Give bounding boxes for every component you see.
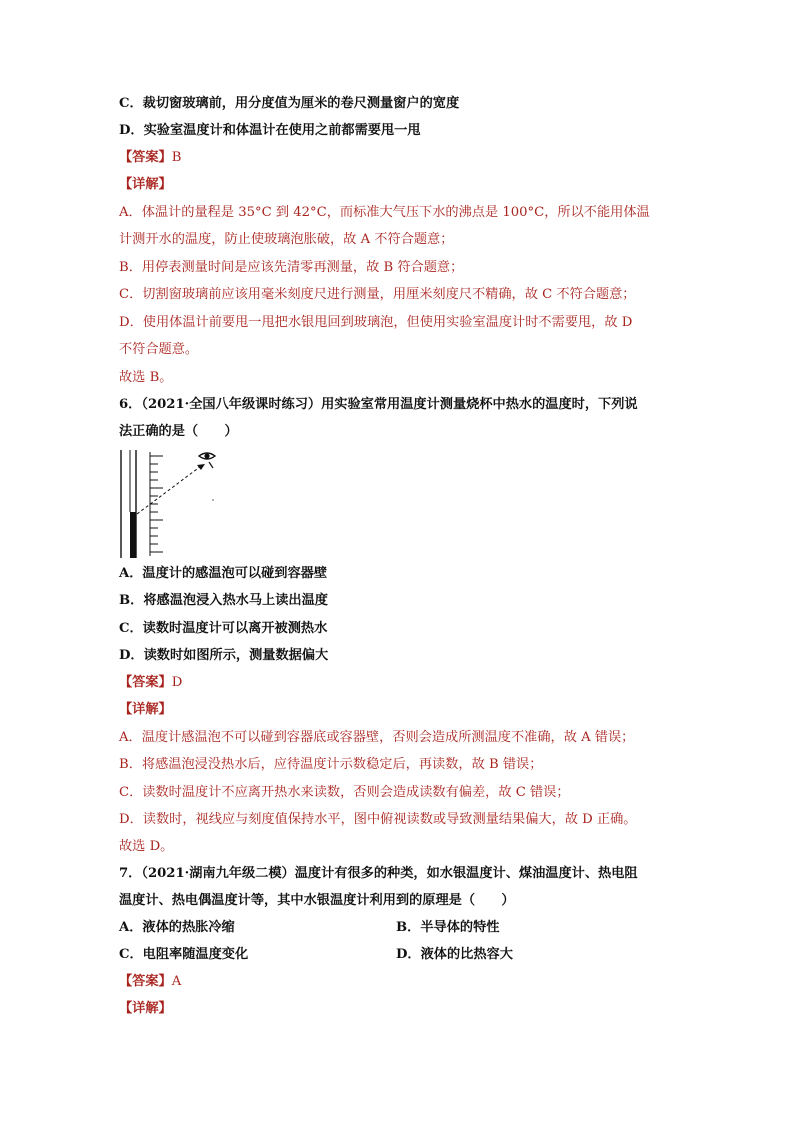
answer-label: 【答案】 [119,150,172,165]
q7-stem-line: 温度计、热电偶温度计等，其中水银温度计利用到的原理是（ ） [119,893,515,908]
q6-explanation-line: D．读数时，视线应与刻度值保持水平，图中俯视读数或导致测量结果偏大，故 D 正确。 [119,812,637,827]
q6-stem-line: 6．（2021·全国八年级课时练习）用实验室常用温度计测量烧杯中热水的温度时，下列说 [119,397,638,412]
q6-explanation-line: B．将感温泡浸没热水后，应待温度计示数稳定后，再读数，故 B 错误； [119,757,543,772]
answer-label: 【答案】 [119,675,172,690]
q7-option-c: C．电阻率随温度变化 [119,947,249,962]
q7-answer [119,972,181,992]
q7-option-b: B．半导体的特性 [396,920,500,935]
q7-option-a: A．液体的热胀冷缩 [119,920,235,935]
answer-value: D [171,675,183,690]
q6-answer [119,673,182,693]
q5-explanation-line: A．体温计的量程是 35°C 到 42°C，而标准大气压下水的沸点是 100°C，所以不能用体温 [119,205,650,220]
q5-answer [119,148,181,168]
q5-explanation-line: B．用停表测量时间是应该先清零再测量，故 B 符合题意； [119,260,464,275]
answer-value: A [171,974,182,989]
q5-option-c: C．裁切窗玻璃前，用分度值为厘米的卷尺测量窗户的宽度 [119,96,460,111]
q7-stem-line: 7．（2021·湖南九年级二模）温度计有很多的种类，如水银温度计、煤油温度计、热电阻 [119,866,638,881]
sight-line [137,466,201,514]
q5-detail-label: 【详解】 [119,177,172,192]
thermometer-scale [150,452,163,556]
thermometer-reading-figure [117,448,227,560]
q6-conclusion: 故选 D。 [119,839,174,854]
q5-explanation-line: 计测开水的温度，防止使玻璃泡胀破，故 A 不符合题意； [119,232,454,247]
q5-option-d: D．实验室温度计和体温计在使用之前都需要甩一甩 [119,123,421,138]
q7-detail-label: 【详解】 [119,1001,172,1016]
q7-option-d: D．液体的比热容大 [396,947,513,962]
q6-explanation-line: A．温度计感温泡不可以碰到容器底或容器壁，否则会造成所测温度不准确，故 A 错误； [119,730,635,745]
q6-option-c: C．读数时温度计可以离开被测热水 [119,621,328,636]
q6-option-a: A．温度计的感温泡可以碰到容器壁 [119,566,328,581]
q6-detail-label: 【详解】 [119,702,172,717]
q6-stem-line: 法正确的是（ ） [119,424,238,439]
q5-explanation-line: D．使用体温计前要甩一甩把水银甩回到玻璃泡，但使用实验室温度计时不需要甩，故 D [119,315,633,330]
q6-option-d: D．读数时如图所示，测量数据偏大 [119,648,329,663]
q5-conclusion: 故选 B。 [119,370,173,385]
answer-label: 【答案】 [119,974,172,989]
q5-explanation-line: 不符合题意。 [119,342,199,357]
q6-explanation-line: C．读数时温度计不应离开热水来读数，否则会造成读数有偏差，故 C 错误； [119,785,570,800]
q5-explanation-line: C．切割窗玻璃前应该用毫米刻度尺进行测量，用厘米刻度尺不精确，故 C 不符合题意； [119,287,636,302]
q6-option-b: B．将感温泡浸入热水马上读出温度 [119,593,328,608]
answer-value: B [171,150,182,165]
